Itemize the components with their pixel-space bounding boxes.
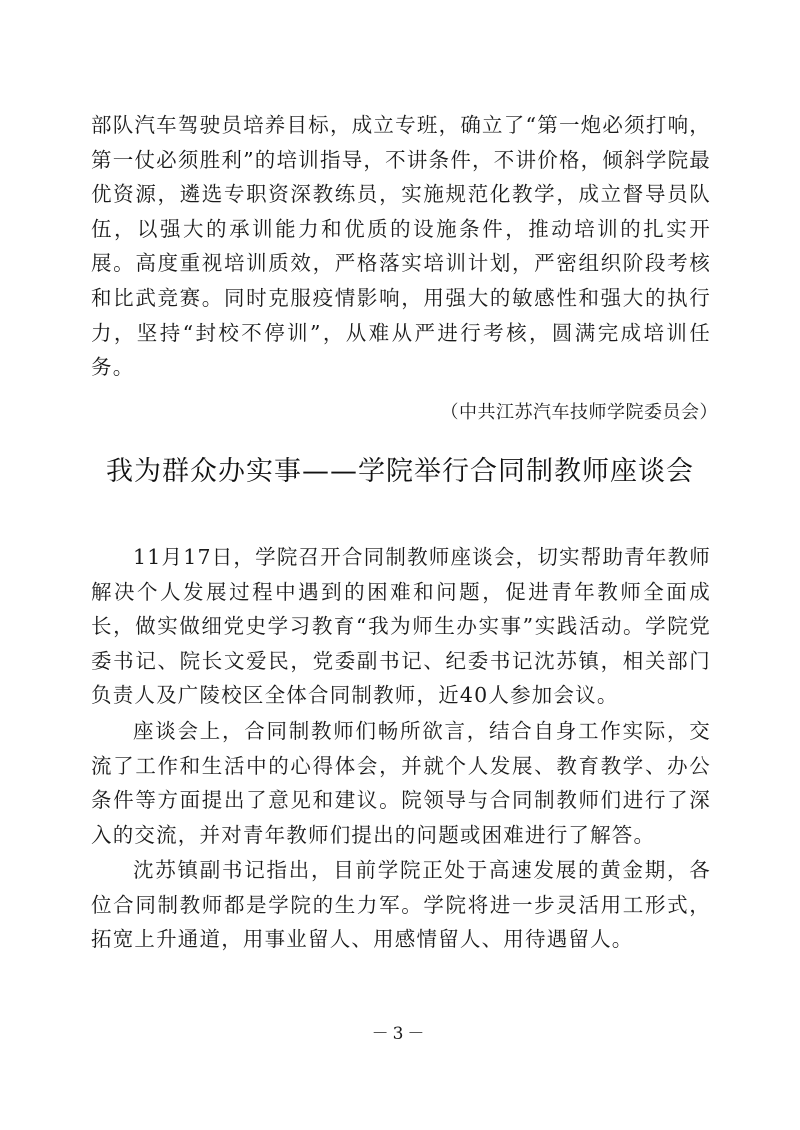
- article-title: 我为群众办实事——学院举行合同制教师座谈会: [106, 456, 694, 487]
- page-number: －3－: [371, 1024, 429, 1044]
- article-paragraph-2: 座谈会上，合同制教师们畅所欲言，结合自身工作实际，交流了工作和生活中的心得体会，并就个人发展、教育教学、办公条件等方面提出了意见和建议。院领导与合同制教师们进行了深入的交流，并对青年教师们提出的问题或困难进行了解答。: [91, 719, 711, 847]
- article-paragraph-1: 11月17日，学院召开合同制教师座谈会，切实帮助青年教师解决个人发展过程中遇到的困难和问题，促进青年教师全面成长，做实做细党史学习教育“我为师生办实事”实践活动。学院党委书记、院长文爱民，党委副书记、纪委书记沈苏镇，相关部门负责人及广陵校区全体合同制教师，近40人参加会议。: [91, 545, 711, 708]
- continuation-paragraph: 部队汽车驾驶员培养目标，成立专班，确立了“第一炮必须打响，第一仗必须胜利”的培训指导，不讲条件，不讲价格，倾斜学院最优资源，遴选专职资深教练员，实施规范化教学，成立督导员队伍，以强大的承训能力和优质的设施条件，推动培训的扎实开展。高度重视培训质效，严格落实培训计划，严密组织阶段考核和比武竞赛。同时克服疫情影响，用强大的敏感性和强大的执行力，坚持“封校不停训”，从难从严进行考核，圆满完成培训任务。: [91, 113, 711, 380]
- article-paragraph-3: 沈苏镇副书记指出，目前学院正处于高速发展的黄金期，各位合同制教师都是学院的生力军。学院将进一步灵活用工形式，拓宽上升通道，用事业留人、用感情留人、用待遇留人。: [91, 858, 711, 952]
- signature-line: （中共江苏汽车技师学院委员会）: [440, 402, 718, 423]
